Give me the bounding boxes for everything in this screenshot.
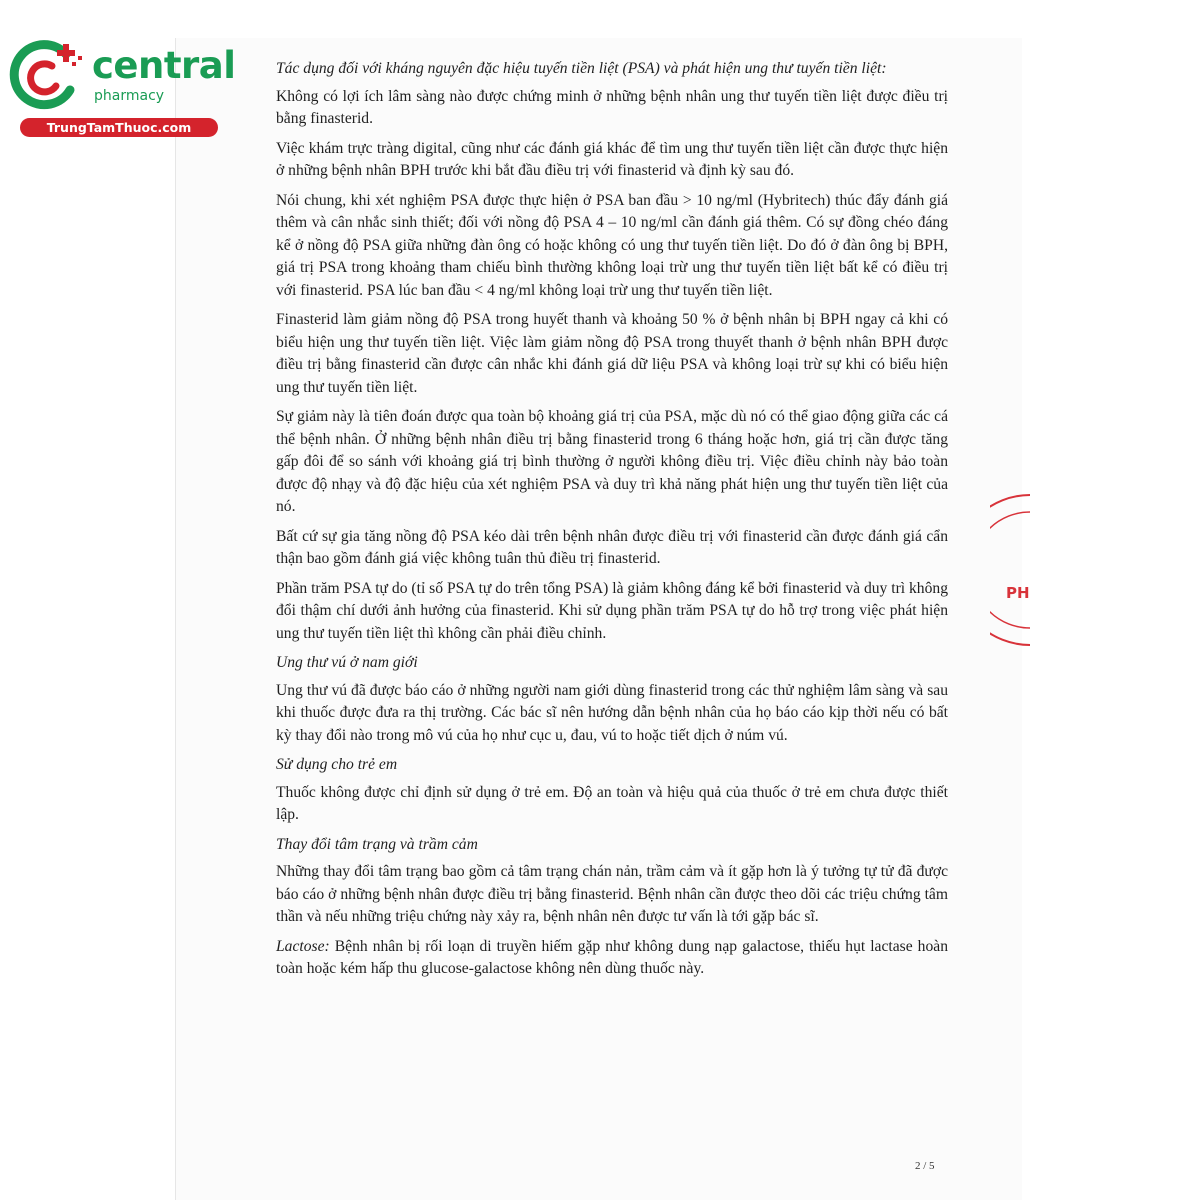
document-body — [276, 58, 948, 988]
lactose-text: Bệnh nhân bị rối loạn di truyền hiếm gặp như không dung nạp galactose, thiếu hụt lactase hoàn toàn hoặc kém hấp thu glucose-galactose không nên dùng thuốc này. — [276, 937, 948, 977]
heading-pediatric-use: Sử dụng cho trẻ em — [276, 756, 398, 773]
paragraph: Thuốc không được chỉ định sử dụng ở trẻ em. Độ an toàn và hiệu quả của thuốc ở trẻ em chưa được thiết lập. — [276, 783, 948, 823]
paragraph: Sự giảm này là tiên đoán được qua toàn bộ khoảng giá trị của PSA, mặc dù nó có thể giao động giữa các cá thể bệnh nhân. Ở những bệnh nhân điều trị bằng finasterid trong 6 tháng hoặc hơn, giá trị cần được tăng gấp đôi để so sánh với khoảng giá trị bình thường ở người không điều trị. Việc điều chỉnh này bảo toàn được độ nhạy và độ đặc hiệu của xét nghiệm PSA và duy trì khả năng phát hiện ung thư tuyến tiền liệt của nó. — [276, 408, 948, 515]
paragraph: Những thay đổi tâm trạng bao gồm cả tâm trạng chán nản, trầm cảm và ít gặp hơn là ý tưởng tự tử đã được báo cáo ở những bệnh nhân được điều trị bằng finasterid. Bệnh nhân cần được theo dõi các triệu chứng tâm thần và nếu những triệu chứng này xảy ra, bệnh nhân nên được tư vấn là tới gặp bác sĩ. — [276, 863, 948, 925]
page-number: 2 / 5 — [915, 1160, 935, 1172]
svg-text:PH: PH — [1006, 584, 1030, 602]
heading-psa: Tác dụng đối với kháng nguyên đặc hiệu tuyến tiền liệt (PSA) và phát hiện ung thư tuyến tiền liệt: — [276, 60, 887, 77]
paragraph: Ung thư vú đã được báo cáo ở những người nam giới dùng finasterid trong các thử nghiệm lâm sàng và sau khi thuốc được đưa ra thị trường. Các bác sĩ nên hướng dẫn bệnh nhân của họ báo cáo kịp thời nếu có bất kỳ thay đổi nào trong mô vú của họ như cục u, đau, vú to hoặc tiết dịch ở núm vú. — [276, 681, 948, 744]
paragraph: Finasterid làm giảm nồng độ PSA trong huyết thanh và khoảng 50 % ở bệnh nhân bị BPH ngay cả khi có biểu hiện ung thư tuyến tiền liệt. Việc làm giảm nồng độ PSA trong thuyết thanh ở bệnh nhân BPH được điều trị bằng finasterid cần được cân nhắc khi đánh giá dữ liệu PSA và không loại trừ sự khi có biểu hiện ung thư tuyến tiền liệt. — [276, 311, 948, 396]
logo-brand-subtitle: pharmacy — [94, 88, 165, 104]
logo-website-link[interactable]: TrungTamThuoc.com — [20, 118, 218, 137]
logo-mark-icon — [8, 38, 92, 118]
paragraph: Không có lợi ích lâm sàng nào được chứng minh ở những bệnh nhân ung thư tuyến tiền liệt được điều trị bằng finasterid. — [276, 87, 948, 127]
paragraph: Phần trăm PSA tự do (tỉ số PSA tự do trên tổng PSA) là giảm không đáng kể bởi finasterid và duy trì không đổi thậm chí dưới ảnh hưởng của finasterid. Khi sử dụng phần trăm PSA tự do hỗ trợ trong việc phát hiện ung thư tuyến tiền liệt thì không cần phải điều chỉnh. — [276, 579, 948, 642]
heading-breast-cancer: Ung thư vú ở nam giới — [276, 654, 418, 671]
paragraph: Việc khám trực tràng digital, cũng như các đánh giá khác để tìm ung thư tuyến tiền liệt cần được thực hiện ở những bệnh nhân BPH trước khi bắt đầu điều trị với finasterid và định kỳ sau đó. — [276, 139, 948, 179]
logo-brand-name: central — [92, 44, 236, 87]
paragraph: Bất cứ sự gia tăng nồng độ PSA kéo dài trên bệnh nhân được điều trị với finasterid cần được đánh giá cẩn thận bao gồm đánh giá việc không tuân thủ điều trị finasterid. — [276, 527, 948, 567]
paragraph: Nói chung, khi xét nghiệm PSA được thực hiện ở PSA ban đầu > 10 ng/ml (Hybritech) thúc đẩy đánh giá thêm và cân nhắc sinh thiết; đối với nồng độ PSA 4 – 10 ng/ml cần đánh giá thêm. Có sự đồng chéo đáng kể ở nồng độ PSA giữa những đàn ông có hoặc không có ung thư tuyến tiền liệt. Do đó ở đàn ông bị BPH, giá trị PSA trong khoảng tham chiếu bình thường không loại trừ ung thư tuyến tiền liệt bất kể có điều trị với finasterid. PSA lúc ban đầu < 4 ng/ml không loại trừ ung thư tuyến tiền liệt. — [276, 191, 948, 299]
lactose-label: Lactose: — [276, 937, 330, 955]
stamp-icon — [990, 490, 1030, 650]
lactose-paragraph — [276, 936, 948, 981]
central-pharmacy-logo[interactable] — [8, 38, 236, 138]
red-stamp — [990, 490, 1030, 650]
heading-mood-changes: Thay đổi tâm trạng và trầm cảm — [276, 835, 478, 853]
